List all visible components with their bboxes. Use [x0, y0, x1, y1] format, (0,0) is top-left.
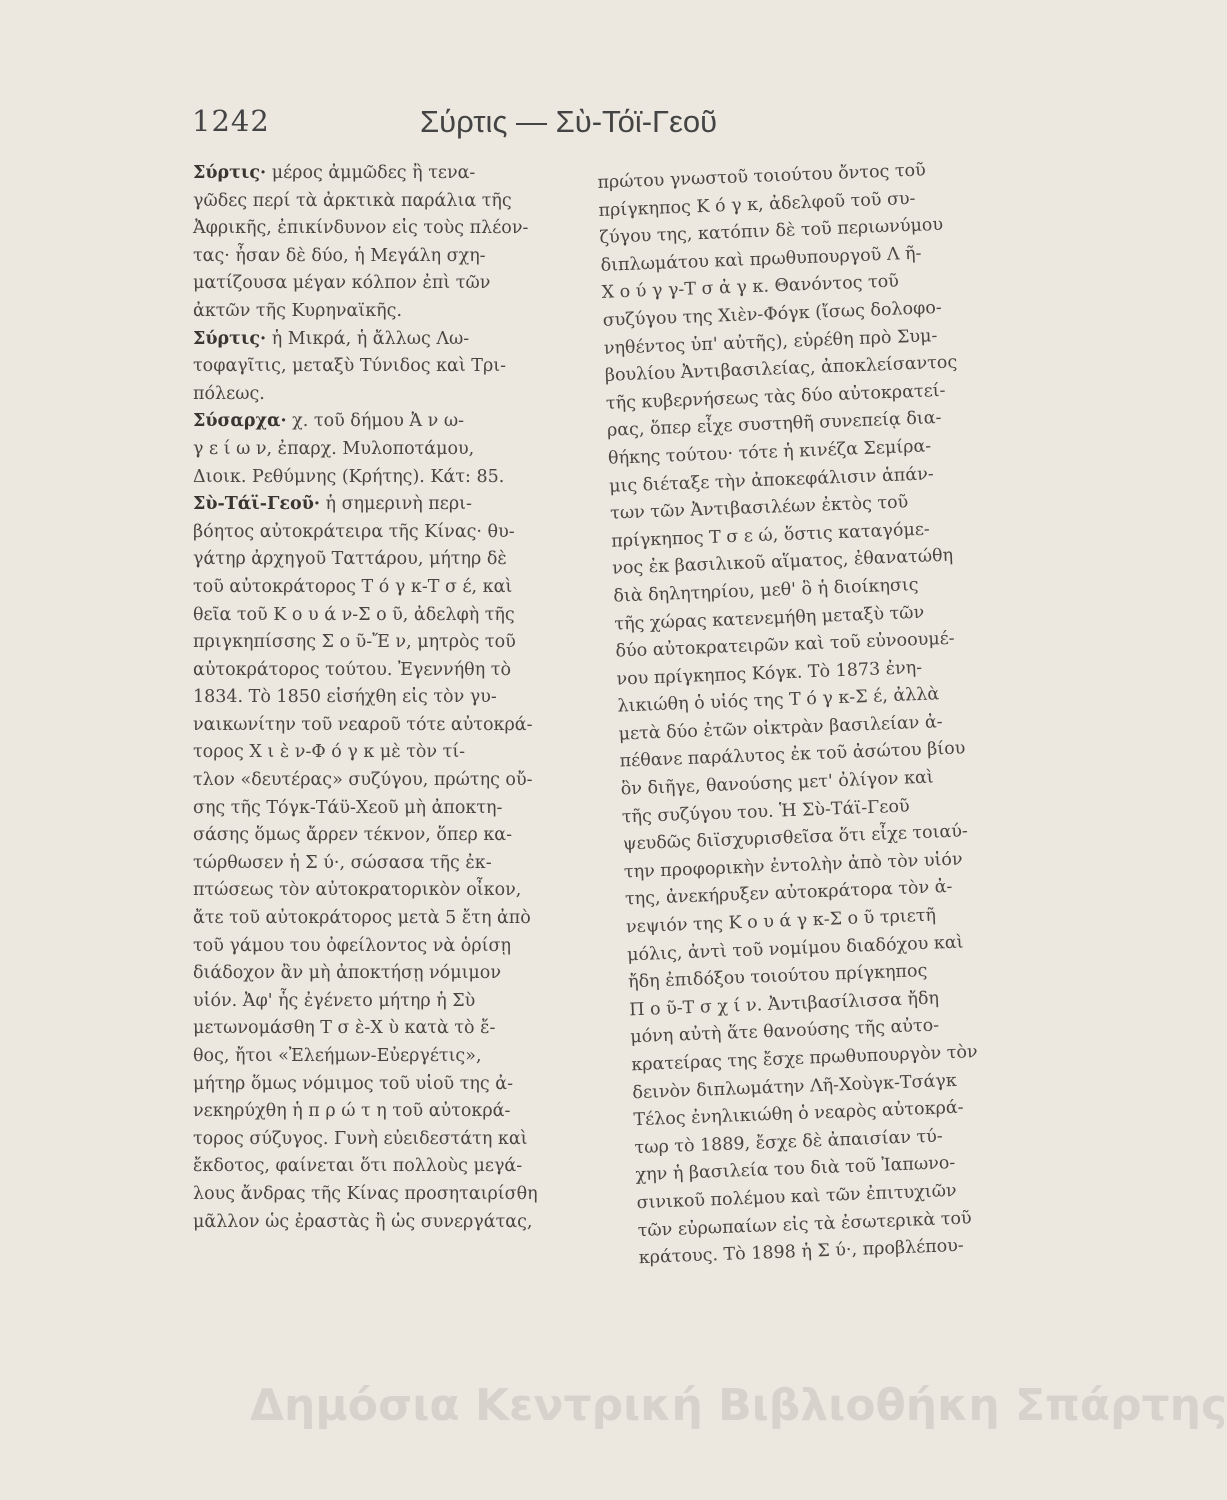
text-line — [193, 546, 568, 574]
line-text: θος, ἤτοι «Ἐλεήμων-Εὐεργέτις», — [193, 1046, 482, 1066]
text-line — [193, 1209, 568, 1237]
text-line — [193, 933, 568, 961]
line-text: Διοικ. Ρεθύμνης (Κρήτης). Κάτ: 85. — [193, 466, 505, 487]
text-line: κρατείρας της ἔσχε πρωθυπουργὸν τὸν — [631, 1042, 979, 1076]
text-line — [193, 1015, 568, 1043]
text-line: ἤδη ἐπιδόξου τοιούτου πρίγκηπος — [627, 961, 928, 993]
line-text: τοφαγῖτις, μεταξὺ Τύνιδος καὶ Τρι- — [193, 356, 507, 377]
text-line: τῆς συζύγου του. Ἡ Σὺ-Τάϊ-Γεοῦ — [621, 796, 910, 828]
text-line: βουλίου Ἀντιβασιλείας, ἀποκλείσαντος — [604, 352, 958, 386]
text-line: ψευδῶς διϊσχυρισθεῖσα ὅτι εἶχε τοιαύ- — [622, 821, 969, 855]
text-line — [193, 160, 568, 188]
text-line: πρίγκηπος Κ ό γ κ, ἀδελφοῦ τοῦ συ- — [598, 188, 916, 221]
text-line — [193, 326, 568, 354]
entry-lemma: Σύρτις· — [193, 163, 267, 183]
text-line — [193, 491, 568, 519]
text-line: κράτους. Τὸ 1898 ἡ Σ ύ·, προβλέπου- — [638, 1235, 965, 1269]
text-line — [193, 1043, 568, 1071]
text-line — [193, 1126, 568, 1154]
line-text: γῶδες περί τὰ ἀρκτικὰ παράλια τῆς — [193, 190, 512, 211]
text-line — [193, 602, 568, 630]
line-text: τώρθωσεν ἡ Σ ύ·, σώσασα τῆς ἐκ- — [193, 852, 492, 873]
text-line: ζύγου της, κατόπιν δὲ τοῦ περιωνύμου — [599, 214, 944, 249]
text-line — [193, 822, 568, 850]
line-text: Ἀφρικῆς, ἐπικίνδυνον εἰς τοὺς πλέον- — [193, 218, 529, 239]
text-line — [193, 1181, 568, 1209]
text-line: δεινὸν διπλωμάτην Λῆ-Χοὺγκ-Τσάγκ — [632, 1070, 958, 1103]
line-text: τλον «δευτέρας» συζύγου, πρώτης οὔ- — [193, 770, 533, 791]
text-line — [193, 464, 568, 492]
line-text: ἀκτῶν τῆς Κυρηναϊκῆς. — [193, 300, 403, 321]
entry-lemma: Σύσαρχα· — [193, 411, 287, 432]
text-line: λικιώθη ὁ υἱός της Τ ό γ κ-Σ έ, ἀλλὰ — [617, 684, 940, 717]
text-line — [193, 519, 568, 547]
text-line: Π ο ῦ-Τ σ χ ί ν. Ἀντιβασίλισσα ἤδη — [628, 988, 940, 1021]
line-text: πτώσεως τὸν αὐτοκρατορικὸν οἶκον, — [193, 880, 522, 901]
left-text-column — [193, 160, 568, 1236]
line-text: χ. τοῦ δήμου Ἀ ν ω- — [286, 411, 465, 432]
text-line: σινικοῦ πολέμου καὶ τῶν ἐπιτυχιῶν — [636, 1180, 957, 1214]
text-line — [193, 408, 568, 436]
line-text: βόητος αὐτοκράτειρα τῆς Κίνας· θυ- — [193, 521, 515, 542]
line-text: διάδοχον ἂν μὴ ἀποκτήσῃ νόμιμον — [193, 963, 501, 984]
page-header — [0, 0, 1051, 160]
text-line — [193, 188, 568, 216]
line-text: σης τῆς Τόγκ-Τάϋ-Χεοῦ μὴ ἀποκτη- — [193, 797, 503, 818]
text-line — [193, 712, 568, 740]
text-line: τωρ τὸ 1889, ἔσχε δὲ ἀπαισίαν τύ- — [634, 1126, 944, 1159]
text-line — [193, 270, 568, 298]
right-text-column — [597, 156, 1014, 1273]
text-line: τῆς κυβερνήσεως τὰς δύο αὐτοκρατεί- — [605, 380, 946, 414]
text-line — [193, 905, 568, 933]
text-line — [193, 988, 568, 1016]
text-line — [193, 381, 568, 409]
entry-lemma: Σύρτις· — [193, 328, 267, 349]
line-text: μήτηρ ὅμως νόμιμος τοῦ υἱοῦ της ἀ- — [193, 1073, 514, 1094]
text-line: πρίγκηπος Τ σ ε ώ, ὅστις καταγόμε- — [610, 519, 931, 552]
text-line: συζύγου της Χιὲν-Φόγκ (ἴσως δολοφο- — [602, 297, 943, 331]
text-line: τῶν εὐρωπαίων εἰς τὰ ἐσωτερικὰ τοῦ — [637, 1207, 972, 1241]
text-line: χην ἡ βασιλεία του διὰ τοῦ Ἰαπωνο- — [635, 1153, 956, 1186]
text-line: πρώτου γνωστοῦ τοιούτου ὄντος τοῦ — [597, 160, 927, 193]
text-line: πέθανε παράλυτος ἐκ τοῦ ἀσώτου βίου — [619, 738, 966, 773]
text-line — [193, 1098, 568, 1126]
line-text: μετωνομάσθη Τ σ ὲ-Χ ὺ κατὰ τὸ ἔ- — [193, 1018, 496, 1039]
line-text: ματίζουσα μέγαν κόλπον ἐπὶ τῶν — [193, 273, 491, 294]
line-text: ἔκδοτος, φαίνεται ὅτι πολλοὺς μεγά- — [193, 1156, 523, 1177]
text-line: νηθέντος ὑπ' αὐτῆς), εὑρέθη πρὸ Συμ- — [603, 325, 938, 359]
text-line — [193, 353, 568, 381]
text-line — [193, 877, 568, 905]
running-title: Σύρτις — Σὺ-Τόϊ-Γεοῦ — [420, 104, 718, 139]
line-text: υἱόν. Ἀφ' ἧς ἐγένετο μήτηρ ἡ Σὺ — [193, 990, 476, 1011]
text-line — [193, 767, 568, 795]
text-line — [193, 684, 568, 712]
line-text: πόλεως. — [193, 383, 265, 404]
line-text: αὐτοκράτορος τούτου. Ἐγεννήθη τὸ — [193, 659, 511, 680]
text-line: νεψιόν της Κ ο υ ά γ κ-Σ ο ῦ τριετῆ — [625, 905, 937, 938]
text-line: θήκης τούτου· τότε ἡ κινέζα Σεμίρα- — [607, 436, 932, 469]
text-line — [193, 1153, 568, 1181]
text-line: Τέλος ἐνηλικιώθη ὁ νεαρὸς αὐτοκρά- — [633, 1097, 964, 1131]
text-line: τῆς χώρας κατενεμήθη μεταξὺ τῶν — [614, 602, 925, 635]
line-text: ἡ Μικρά, ἡ ἄλλως Λω- — [266, 328, 470, 349]
text-line — [193, 657, 568, 685]
text-line: μόλις, ἀντὶ τοῦ νομίμου διαδόχου καὶ — [626, 932, 964, 966]
entry-lemma: Σὺ-Τάϊ-Γεοῦ· — [193, 494, 320, 515]
text-line: νος ἐκ βασιλικοῦ αἵματος, ἐθανατώθη — [611, 545, 954, 580]
line-text: πριγκηπίσσης Σ ο ῦ-Ἔ ν, μητρὸς τοῦ — [193, 632, 516, 653]
line-text: ἄτε τοῦ αὐτοκράτορος μετὰ 5 ἔτη ἀπὸ — [193, 908, 531, 929]
text-line — [193, 574, 568, 602]
text-line — [193, 795, 568, 823]
text-line: ρας, ὅπερ εἶχε συστηθῆ συνεπείᾳ δια- — [606, 408, 942, 442]
text-line: της, ἀνεκήρυξεν αὐτοκράτορα τὸν ἀ- — [624, 877, 953, 910]
page-number: 1242 — [192, 104, 270, 138]
text-line — [193, 960, 568, 988]
line-text: τοῦ αὐτοκράτορος Τ ό γ κ-Τ σ έ, καὶ — [193, 576, 513, 597]
text-line — [193, 243, 568, 271]
line-text: γ ε ί ω ν, ἐπαρχ. Μυλοποτάμου, — [193, 438, 475, 459]
text-line: διὰ δηλητηρίου, μεθ' ὃ ἡ διοίκησις — [613, 574, 919, 607]
text-line — [193, 298, 568, 326]
text-line: νου πρίγκηπος Κόγκ. Τὸ 1873 ἐνη- — [616, 657, 923, 690]
line-text: τορος Χ ι ὲ ν-Φ ό γ κ μὲ τὸν τί- — [193, 742, 466, 763]
line-text: τορος σύζυγος. Γυνὴ εὐειδεστάτη καὶ — [193, 1128, 528, 1149]
text-line — [193, 850, 568, 878]
text-line: δύο αὐτοκρατειρῶν καὶ τοῦ εὐνοουμέ- — [615, 628, 956, 662]
text-line: ὃν διῆγε, θανούσης μετ' ὀλίγον καὶ — [620, 767, 934, 800]
text-line: μόνη αὐτὴ ἅτε θανούσης τῆς αὐτο- — [629, 1015, 940, 1048]
line-text: τοῦ γάμου του ὀφείλοντος νὰ ὁρίσῃ — [193, 935, 511, 956]
text-line — [193, 1071, 568, 1099]
line-text: ἡ σημερινὴ περι- — [319, 494, 472, 515]
text-line: μετὰ δύο ἐτῶν οἰκτρὰν βασιλείαν ἀ- — [618, 712, 943, 745]
text-line: την προφορικὴν ἐντολὴν ἀπὸ τὸν υἱόν — [623, 849, 963, 883]
line-text: ναικωνίτην τοῦ νεαροῦ τότε αὐτοκρά- — [193, 714, 533, 735]
text-line: Χ ο ύ γ γ-Τ σ ἀ γ κ. Θανόντος τοῦ — [601, 271, 900, 304]
line-text: γάτηρ ἀρχηγοῦ Ταττάρου, μήτηρ δὲ — [193, 549, 507, 570]
text-line — [193, 739, 568, 767]
line-text: θεῖα τοῦ Κ ο υ ά ν-Σ ο ῦ, ἀδελφὴ τῆς — [193, 604, 515, 625]
text-line — [193, 629, 568, 657]
text-line — [193, 436, 568, 464]
line-text: 1834. Τὸ 1850 εἰσήχθη εἰς τὸν γυ- — [193, 687, 497, 708]
line-text: νεκηρύχθη ἡ π ρ ώ τ η τοῦ αὐτοκρά- — [193, 1101, 511, 1122]
line-text: μέρος ἀμμῶδες ἢ τενα- — [266, 163, 476, 183]
line-text: σάσης ὅμως ἄρρεν τέκνον, ὅπερ κα- — [193, 825, 513, 846]
text-line: των τῶν Ἀντιβασιλέων ἐκτὸς τοῦ — [609, 492, 909, 524]
line-text: λους ἄνδρας τῆς Κίνας προσηταιρίσθη — [193, 1183, 538, 1204]
line-text: τας· ἦσαν δὲ δύο, ἡ Μεγάλη σχη- — [193, 245, 486, 266]
library-watermark: Δημόσια Κεντρική Βιβλιοθήκη Σπάρτης — [250, 1380, 1227, 1431]
text-line: μις διέταξε τὴν ἀποκεφάλισιν ἁπάν- — [608, 463, 935, 497]
line-text: μᾶλλον ὡς ἐραστὰς ἢ ὡς συνεργάτας, — [193, 1211, 533, 1232]
text-line — [193, 215, 568, 243]
text-line: διπλωμάτου καὶ πρωθυπουργοῦ Λ ῆ- — [600, 243, 922, 276]
